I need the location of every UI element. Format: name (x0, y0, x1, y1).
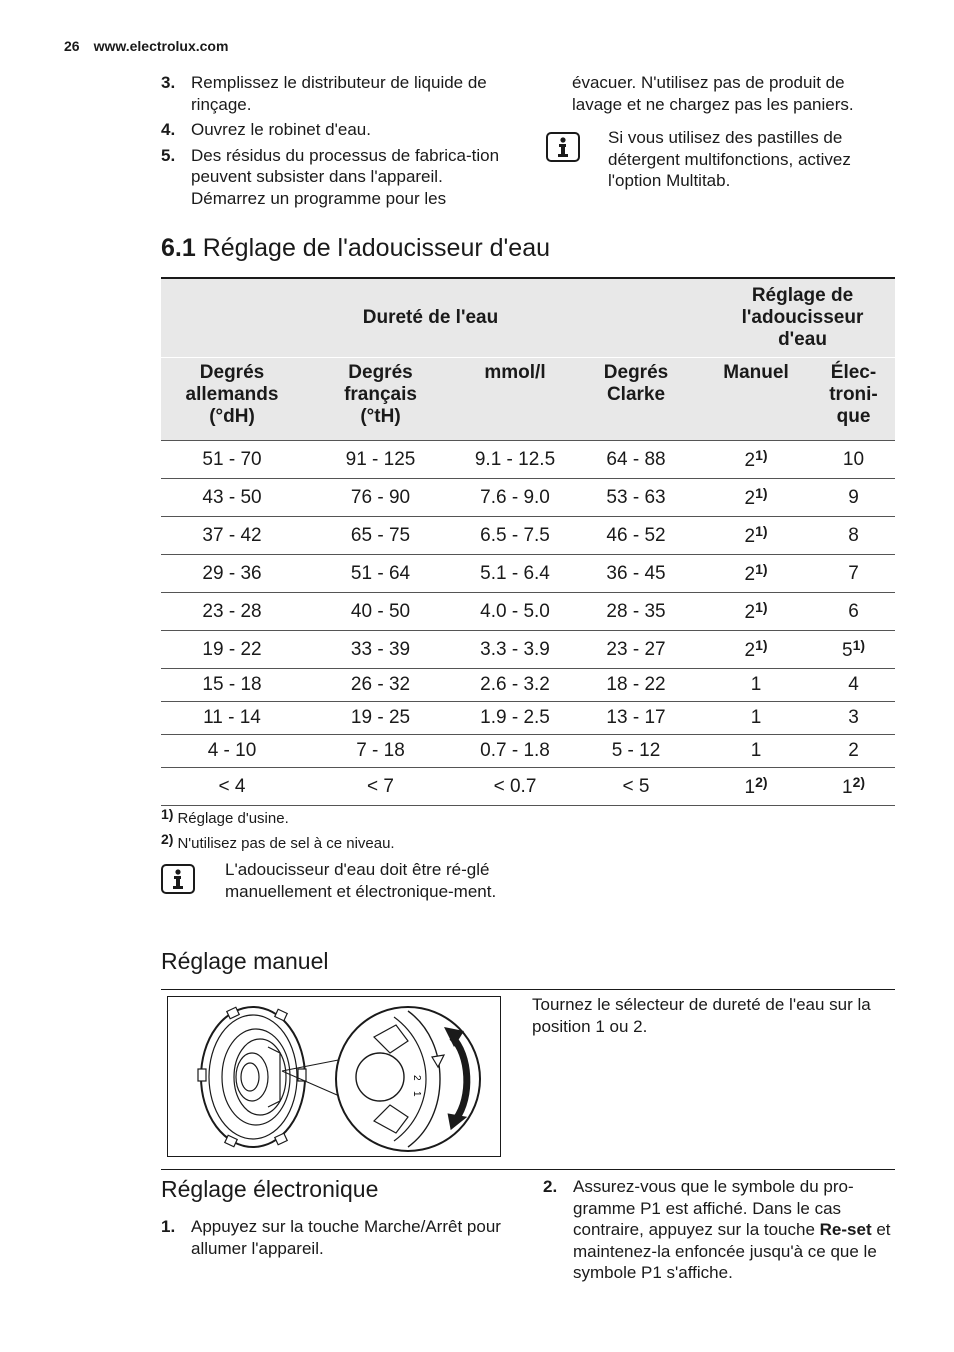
footnote-ref: 2) (755, 774, 768, 790)
table-cell: 9.1 - 12.5 (458, 441, 572, 479)
table-cell: 2$^{1)}$ (700, 555, 812, 593)
table-cell: 26 - 32 (303, 669, 458, 702)
table-cell: 23 - 27 (572, 631, 700, 669)
table-cell: < 0.7 (458, 768, 572, 806)
table-cell: 2$^{1)}$ (700, 517, 812, 555)
table-cell: 91 - 125 (303, 441, 458, 479)
table-cell: 5.1 - 6.4 (458, 555, 572, 593)
footnote-ref: 1) (852, 637, 866, 653)
table-cell: 6.5 - 7.5 (458, 517, 572, 555)
divider (161, 1169, 895, 1170)
page-number: 26 (64, 38, 80, 54)
footnote-ref: 2) (852, 774, 866, 790)
footnote-ref: 1) (755, 637, 768, 653)
table-row (161, 735, 895, 768)
divider (161, 989, 895, 990)
table-cell: 8 (812, 517, 895, 555)
table-cell: 2 (812, 735, 895, 768)
site-url: www.electrolux.com (93, 38, 229, 54)
step-3: 3. Remplissez le distributeur de liquide de rinçage. (161, 73, 487, 114)
reset-key-label: Re-set (819, 1220, 872, 1239)
table-cell: 29 - 36 (161, 555, 303, 593)
table-cell: 33 - 39 (303, 631, 458, 669)
footnote-ref: 1) (755, 523, 768, 539)
table-row (161, 555, 895, 593)
table-cell: 7 - 18 (303, 735, 458, 768)
table-cell: 1.9 - 2.5 (458, 702, 572, 735)
footnote-ref: 1) (755, 447, 768, 463)
group-header-hardness: Dureté de l'eau (161, 278, 700, 358)
step-5: 5. Des résidus du processus de fabrica-tion peuvent subsister dans l'appareil. Démarrez un programme pour les (161, 145, 500, 208)
group-header-setting: Réglage de l'adoucisseur d'eau (700, 278, 895, 358)
table-cell: 9 (812, 479, 895, 517)
manual-heading: Réglage manuel (161, 948, 329, 974)
table-cell: 4 - 10 (161, 735, 303, 768)
softener-dial-illustration (167, 996, 501, 1157)
table-cell: 2$^{1)}$ (700, 631, 812, 669)
table-cell: 7 (812, 555, 895, 593)
table-cell: < 4 (161, 768, 303, 806)
table-cell: 1 (700, 669, 812, 702)
table-cell: 6 (812, 593, 895, 631)
table-cell: 65 - 75 (303, 517, 458, 555)
table-cell: < 7 (303, 768, 458, 806)
table-row (161, 669, 895, 702)
electronic-step-1: 1. Appuyez sur la touche Marche/Arrêt pour allumer l'appareil. (161, 1217, 501, 1258)
table-cell: 1 (700, 702, 812, 735)
footnote-2: 2) N'utilisez pas de sel à ce niveau. (161, 831, 395, 852)
table-cell: 13 - 17 (572, 702, 700, 735)
footnote-ref: 1) (755, 561, 768, 577)
table-row (161, 631, 895, 669)
table-cell: 0.7 - 1.8 (458, 735, 572, 768)
info-adjust-text: L'adoucisseur d'eau doit être ré-glé manuellement et électronique-ment. (225, 860, 497, 901)
table-cell: 5$^{1)}$ (812, 631, 895, 669)
table-cell: 19 - 22 (161, 631, 303, 669)
table-cell: 23 - 28 (161, 593, 303, 631)
col-clarke: Degrés Clarke (572, 358, 700, 441)
info-multitab-text: Si vous utilisez des pastilles de détergent multifonctions, activez l'option Multitab. (608, 128, 851, 190)
footnote-ref: 1) (755, 599, 768, 615)
step-4: 4. Ouvrez le robinet d'eau. (161, 120, 371, 139)
footnote-ref: 1) (755, 485, 768, 501)
table-cell: 2$^{1)}$ (700, 479, 812, 517)
step-5-continued: évacuer. N'utilisez pas de produit de lavage et ne chargez pas les paniers. (572, 73, 854, 114)
table-cell: < 5 (572, 768, 700, 806)
table-cell: 11 - 14 (161, 702, 303, 735)
table-cell: 18 - 22 (572, 669, 700, 702)
table-cell: 2$^{1)}$ (700, 441, 812, 479)
table-row (161, 479, 895, 517)
page-header (64, 38, 228, 54)
table-cell: 51 - 64 (303, 555, 458, 593)
table-cell: 76 - 90 (303, 479, 458, 517)
table-cell: 1 (700, 735, 812, 768)
info-icon (161, 864, 195, 894)
table-cell: 4.0 - 5.0 (458, 593, 572, 631)
table-cell: 1$^{2)}$ (812, 768, 895, 806)
table-cell: 37 - 42 (161, 517, 303, 555)
intro-steps-left (161, 72, 511, 209)
table-cell: 64 - 88 (572, 441, 700, 479)
table-cell: 3 (812, 702, 895, 735)
table-cell: 28 - 35 (572, 593, 700, 631)
table-cell: 2.6 - 3.2 (458, 669, 572, 702)
table-cell: 53 - 63 (572, 479, 700, 517)
col-th: Degrés français (°tH) (303, 358, 458, 441)
table-cell: 5 - 12 (572, 735, 700, 768)
electronic-step-2: 2. Assurez-vous que le symbole du pro-gramme P1 est affiché. Dans le cas contraire, appuyez sur la touche Re-set et maintenez-la enfoncée jusqu'à ce que le symbole P1 s'affiche. (543, 1177, 891, 1282)
table-row (161, 702, 895, 735)
manual-instruction: Tournez le sélecteur de dureté de l'eau sur la position 1 ou 2. (532, 995, 871, 1036)
table-row (161, 441, 895, 479)
water-hardness-table (161, 277, 895, 806)
table-cell: 1$^{2)}$ (700, 768, 812, 806)
table-cell: 40 - 50 (303, 593, 458, 631)
dial-label-1: 1 (411, 1091, 422, 1097)
col-dh: Degrés allemands (°dH) (161, 358, 303, 441)
table-cell: 4 (812, 669, 895, 702)
table-cell: 51 - 70 (161, 441, 303, 479)
table-cell: 15 - 18 (161, 669, 303, 702)
table-cell: 10 (812, 441, 895, 479)
table-row (161, 768, 895, 806)
electronic-heading: Réglage électronique (161, 1176, 379, 1202)
col-mmol: mmol/l (458, 358, 572, 441)
table-cell: 7.6 - 9.0 (458, 479, 572, 517)
col-electronic: Élec-troni-que (812, 358, 895, 441)
table-row (161, 517, 895, 555)
info-icon (546, 132, 580, 162)
section-heading: 6.1 Réglage de l'adoucisseur d'eau (161, 234, 551, 262)
col-manual: Manuel (700, 358, 812, 441)
table-cell: 46 - 52 (572, 517, 700, 555)
dial-label-2: 2 (411, 1075, 422, 1081)
table-cell: 43 - 50 (161, 479, 303, 517)
table-cell: 36 - 45 (572, 555, 700, 593)
table-cell: 2$^{1)}$ (700, 593, 812, 631)
table-cell: 19 - 25 (303, 702, 458, 735)
table-row (161, 593, 895, 631)
table-cell: 3.3 - 3.9 (458, 631, 572, 669)
footnote-1: 1) Réglage d'usine. (161, 806, 289, 827)
